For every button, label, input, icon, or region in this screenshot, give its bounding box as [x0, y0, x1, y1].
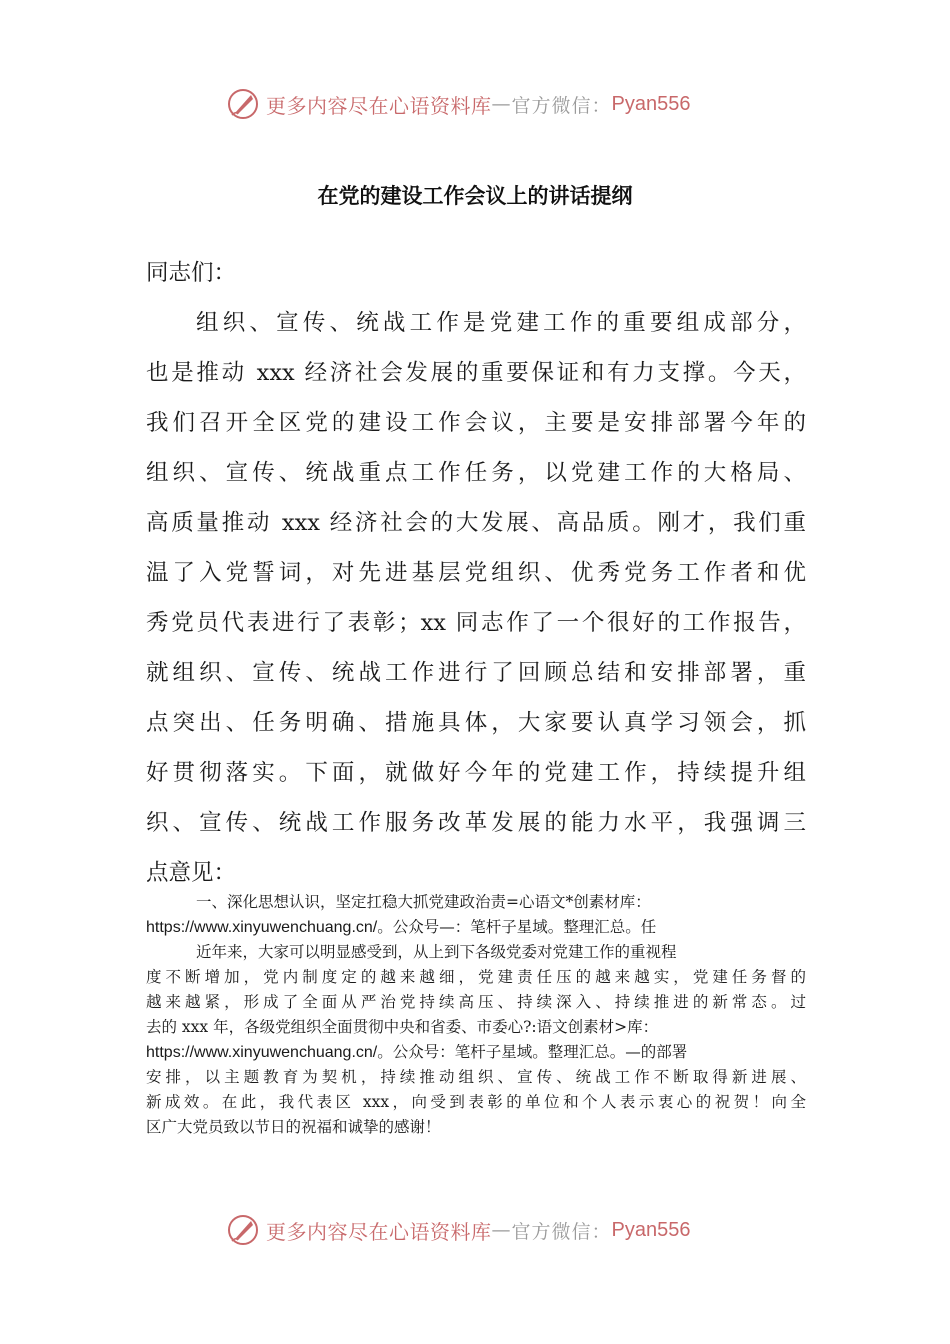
paragraph-line: 秀党员代表进行了表彰；xx 同志作了一个很好的工作报告，	[146, 610, 806, 636]
small-line-text: 。公众号：笔杆子星域。整理汇总。—的部署	[377, 1043, 688, 1061]
quill-logo-icon	[226, 87, 260, 121]
paragraph-line: 就组织、宣传、统战工作进行了回顾总结和安排部署，重	[146, 660, 806, 686]
banner-main-text: 更多内容尽在心语资料库	[266, 93, 492, 118]
banner-main-text: 更多内容尽在心语资料库	[266, 1219, 492, 1244]
banner-sub-text: 官方微信：	[511, 94, 612, 117]
banner-dash: —	[491, 1219, 512, 1241]
small-line	[146, 1040, 806, 1065]
quill-logo-icon	[226, 1213, 260, 1247]
document-title: 在党的建设工作会议上的讲话提纲	[317, 183, 633, 208]
small-line-text: 。公众号—：笔杆子星域。整理汇总。任	[377, 918, 657, 936]
paragraph-line: 温了入党誓词，对先进基层党组织、优秀党务工作者和优	[146, 560, 806, 586]
small-line: 新成效。在此，我代表区 xxx，向受到表彰的单位和个人表示衷心的祝贺！向全	[146, 1093, 806, 1111]
salutation: 同志们：	[146, 260, 237, 286]
source-url-link[interactable]: https://www.xinyuwenchuang.cn/	[146, 1044, 378, 1061]
section-heading-line: 一、深化思想认识，坚定扛稳大抓党建政治责=心语文*创素材库：	[196, 893, 651, 911]
paragraph-line: 织、宣传、统战工作服务改革发展的能力水平，我强调三	[146, 810, 806, 836]
paragraph-line: 高质量推动 xxx 经济社会的大发展、高品质。刚才，我们重	[146, 510, 806, 536]
small-line: 安排，以主题教育为契机，持续推动组织、宣传、统战工作不断取得新进展、	[146, 1068, 806, 1086]
small-line: 越来越紧，形成了全面从严治党持续高压、持续深入、持续推进的新常态。过	[146, 993, 806, 1011]
paragraph-line: 点突出、任务明确、措施具体，大家要认真学习领会，抓	[146, 710, 806, 736]
banner-sub-text: 官方微信：	[511, 1220, 612, 1243]
paragraph-line: 也是推动 xxx 经济社会发展的重要保证和有力支撑。今天，	[146, 360, 806, 386]
source-url-link[interactable]: https://www.xinyuwenchuang.cn/	[146, 919, 378, 936]
small-line	[146, 915, 806, 940]
paragraph-line: 组织、宣传、统战工作是党建工作的重要组成部分，	[196, 310, 806, 336]
header-watermark-banner	[226, 84, 690, 124]
small-line: 近年来，大家可以明显感受到，从上到下各级党委对党建工作的重视程	[196, 943, 677, 961]
small-line: 区广大党员致以节日的祝福和诚挚的感谢！	[146, 1118, 441, 1136]
footer-watermark-banner	[226, 1210, 690, 1250]
paragraph-line: 好贯彻落实。下面，就做好今年的党建工作，持续提升组	[146, 760, 806, 786]
speech-body	[146, 248, 806, 898]
paragraph-line: 组织、宣传、统战重点工作任务，以党建工作的大格局、	[146, 460, 806, 486]
banner-dash: —	[491, 93, 512, 115]
banner-wechat-id: Pyan556	[611, 1218, 691, 1241]
banner-wechat-id: Pyan556	[611, 92, 691, 115]
small-line: 度不断增加，党内制度定的越来越细，党建责任压的越来越实，党建任务督的	[146, 968, 806, 986]
small-print-section	[146, 890, 806, 1140]
paragraph-line: 我们召开全区党的建设工作会议，主要是安排部署今年的	[146, 410, 806, 436]
small-line: 去的 xxx 年，各级党组织全面贯彻中央和省委、市委心?:语文创素材>库：	[146, 1018, 659, 1036]
paragraph-line: 点意见：	[146, 860, 237, 886]
